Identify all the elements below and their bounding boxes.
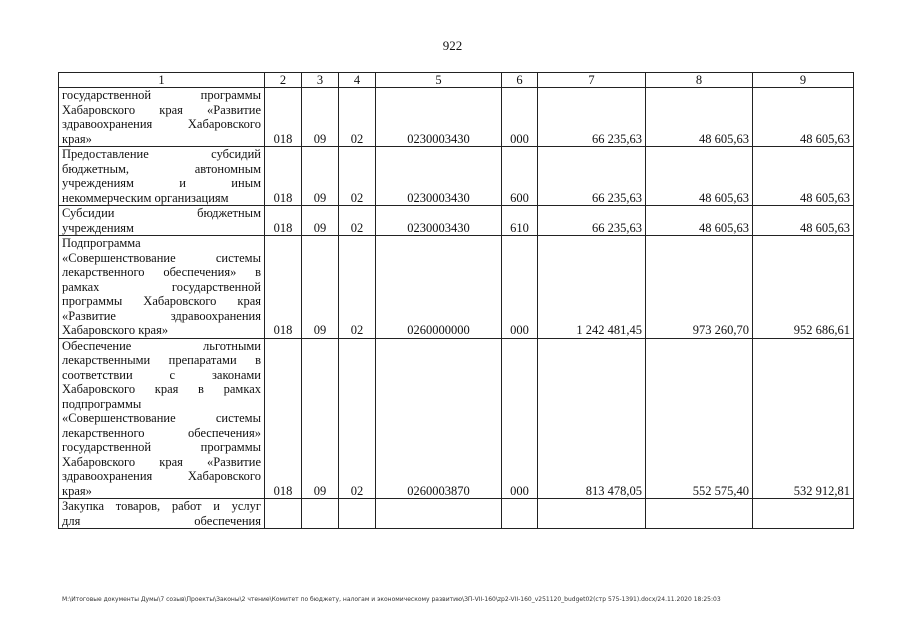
ministry-code: 018 <box>265 147 302 206</box>
description-line: Субсидии бюджетным <box>62 206 261 220</box>
section-code: 09 <box>302 206 339 236</box>
description-line: бюджетным, автономным <box>62 161 261 176</box>
ministry-code: 018 <box>265 236 302 339</box>
subsection-code: 02 <box>339 147 376 206</box>
table-row <box>59 236 854 339</box>
row-description <box>59 499 265 529</box>
table-row <box>59 338 854 499</box>
table-row <box>59 499 854 529</box>
column-header: 4 <box>339 73 376 88</box>
amount-2023: 952 686,61 <box>753 236 854 339</box>
subsection-code: 02 <box>339 236 376 339</box>
column-header: 5 <box>376 73 502 88</box>
description-line: Закупка товаров, работ и услуг <box>62 499 261 513</box>
description-line: «Развитие здравоохранения <box>62 308 261 323</box>
section-code: 09 <box>302 236 339 339</box>
expense-type-code <box>502 499 538 529</box>
header-row <box>59 73 854 88</box>
description-line: учреждениям и иным <box>62 176 261 190</box>
row-description <box>59 88 265 147</box>
amount-2023: 48 605,63 <box>753 88 854 147</box>
description-line: учреждениям <box>62 220 134 235</box>
column-header: 1 <box>59 73 265 88</box>
description-line: программы Хабаровского края <box>62 294 261 308</box>
subsection-code: 02 <box>339 88 376 147</box>
amount-2022: 552 575,40 <box>646 338 753 499</box>
table-row <box>59 206 854 236</box>
target-code <box>376 499 502 529</box>
description-line: государственной программы <box>62 440 261 454</box>
expense-type-code: 610 <box>502 206 538 236</box>
description-line: соответствии с законами <box>62 367 261 382</box>
table-row <box>59 88 854 147</box>
table-row <box>59 147 854 206</box>
subsection-code <box>339 499 376 529</box>
description-line: здравоохранения Хабаровского <box>62 117 261 131</box>
amount-2021: 66 235,63 <box>538 147 646 206</box>
amount-2021: 1 242 481,45 <box>538 236 646 339</box>
description-line: рамках государственной <box>62 279 261 294</box>
subsection-code: 02 <box>339 338 376 499</box>
amount-2022: 48 605,63 <box>646 147 753 206</box>
target-code: 0230003430 <box>376 88 502 147</box>
row-description <box>59 338 265 499</box>
row-description <box>59 236 265 339</box>
ministry-code: 018 <box>265 338 302 499</box>
amount-2022: 973 260,70 <box>646 236 753 339</box>
amount-2022 <box>646 499 753 529</box>
section-code: 09 <box>302 147 339 206</box>
description-line: государственной программы <box>62 88 261 102</box>
amount-2021: 66 235,63 <box>538 206 646 236</box>
section-code <box>302 499 339 529</box>
description-line: Хабаровского края «Развитие <box>62 454 261 469</box>
expense-type-code: 000 <box>502 338 538 499</box>
column-header: 7 <box>538 73 646 88</box>
description-line: «Совершенствование системы <box>62 250 261 265</box>
description-line: лекарственного обеспечения» <box>62 425 261 440</box>
description-line: Подпрограмма <box>62 236 141 250</box>
description-line: Хабаровского края «Развитие <box>62 102 261 117</box>
target-code: 0230003430 <box>376 147 502 206</box>
row-description <box>59 147 265 206</box>
column-header: 6 <box>502 73 538 88</box>
amount-2023: 48 605,63 <box>753 147 854 206</box>
expense-type-code: 600 <box>502 147 538 206</box>
description-line: Хабаровского края» <box>62 323 169 337</box>
amount-2021 <box>538 499 646 529</box>
target-code: 0230003430 <box>376 206 502 236</box>
description-line: «Совершенствование системы <box>62 411 261 425</box>
subsection-code: 02 <box>339 206 376 236</box>
footer-path: M:\Итоговые документы Думы\7 созыв\Проекты\Законы\2 чтение\Комитет по бюджету, налогам и экономическому развитию\ЗП-VII-160\zp2-VII-160_v251120_budget02(стр 575-1391).docx/24.11.2020 18:25:03 <box>62 596 721 603</box>
amount-2022: 48 605,63 <box>646 88 753 147</box>
ministry-code: 018 <box>265 206 302 236</box>
description-line: лекарственного обеспечения» в <box>62 265 261 279</box>
ministry-code <box>265 499 302 529</box>
description-line: края» <box>62 483 92 498</box>
table-body <box>59 88 854 529</box>
section-code: 09 <box>302 338 339 499</box>
amount-2021: 66 235,63 <box>538 88 646 147</box>
column-header: 2 <box>265 73 302 88</box>
target-code: 0260000000 <box>376 236 502 339</box>
expense-type-code: 000 <box>502 236 538 339</box>
description-line: Предоставление субсидий <box>62 147 261 161</box>
amount-2023 <box>753 499 854 529</box>
description-line: края» <box>62 131 92 146</box>
expense-type-code: 000 <box>502 88 538 147</box>
ministry-code: 018 <box>265 88 302 147</box>
amount-2023: 48 605,63 <box>753 206 854 236</box>
column-header: 9 <box>753 73 854 88</box>
amount-2023: 532 912,81 <box>753 338 854 499</box>
description-line: подпрограммы <box>62 396 142 411</box>
section-code: 09 <box>302 88 339 147</box>
target-code: 0260003870 <box>376 338 502 499</box>
column-header: 3 <box>302 73 339 88</box>
page-number: 922 <box>442 38 463 53</box>
amount-2022: 48 605,63 <box>646 206 753 236</box>
description-line: здравоохранения Хабаровского <box>62 469 261 483</box>
description-line: Обеспечение льготными <box>62 338 261 353</box>
description-line: лекарственными препаратами в <box>62 353 261 367</box>
column-header: 8 <box>646 73 753 88</box>
row-description <box>59 206 265 236</box>
amount-2021: 813 478,05 <box>538 338 646 499</box>
description-line: Хабаровского края в рамках <box>62 382 261 396</box>
budget-table <box>58 72 854 529</box>
description-line: некоммерческим организациям <box>62 190 229 205</box>
description-line: для обеспечения <box>62 513 261 528</box>
